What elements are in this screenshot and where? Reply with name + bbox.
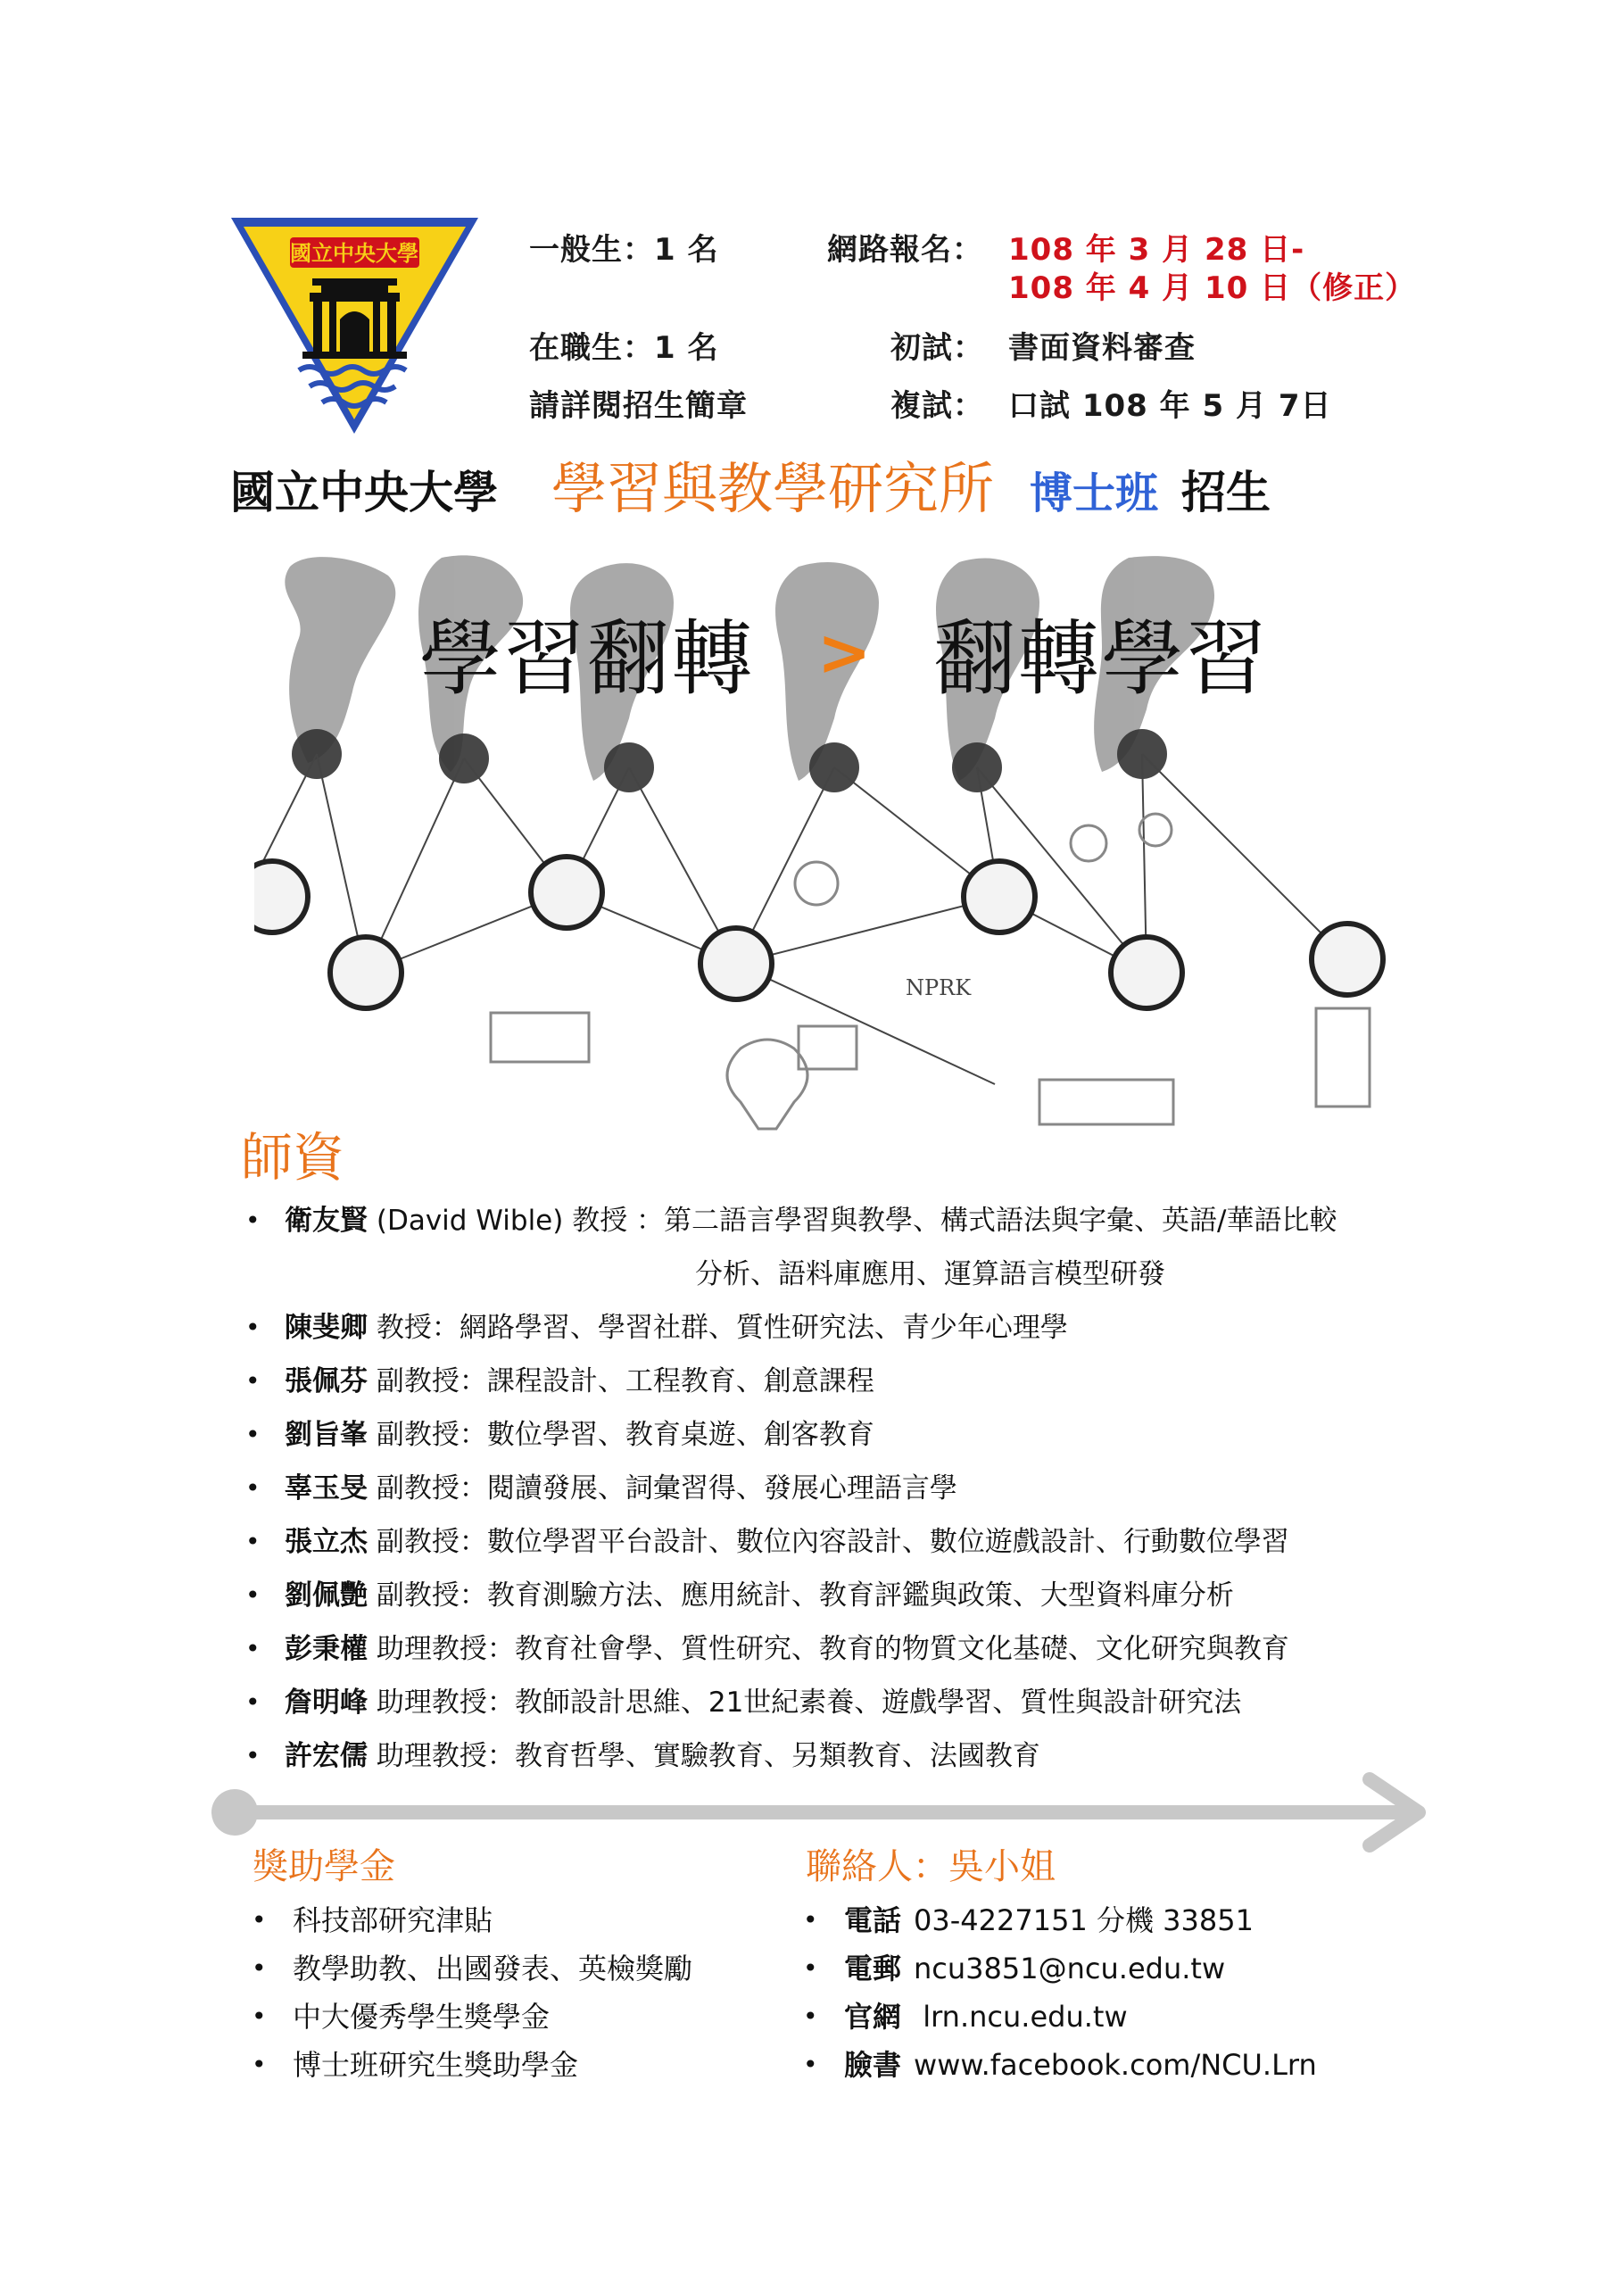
contact-label: 電話: [844, 1903, 902, 1937]
bullet: •: [252, 1905, 267, 1935]
bullet: •: [245, 1313, 261, 1342]
slogan-right: 翻轉學習: [933, 611, 1270, 707]
faculty-item: [245, 1194, 1512, 1301]
bullet: •: [252, 2002, 267, 2031]
scholarship-item: [252, 2041, 692, 2089]
contact-item: [803, 2041, 1317, 2089]
faculty-item: [245, 1622, 1512, 1676]
scholarship-item: [252, 1896, 692, 1944]
contact-value[interactable]: ncu3851@ncu.edu.tw: [914, 1952, 1226, 1985]
faculty-title-expertise: 副教授：教育測驗方法、應用統計、教育評鑑與政策、大型資料庫分析: [368, 1579, 1234, 1612]
slogan-row: [419, 593, 1269, 711]
faculty-name: 衛友賢: [285, 1205, 368, 1237]
online-reg-date1: 108 年 3 月 28 日-: [1008, 232, 1305, 268]
title-program: 博士班: [1030, 468, 1159, 518]
employed-quota: 在職生：1 名: [529, 330, 719, 366]
prelim-label: 初試：: [890, 330, 984, 366]
bullet: •: [245, 1206, 261, 1235]
bullet: •: [803, 2050, 818, 2079]
faculty-item: [245, 1569, 1512, 1622]
title-department: 學習與教學研究所: [551, 456, 995, 521]
bullet: •: [803, 1953, 818, 1983]
contact-item: [803, 1944, 1317, 1993]
bullet: •: [803, 1905, 818, 1935]
faculty-expertise-cont: 分析、語料庫應用、運算語言模型研發: [695, 1258, 1165, 1290]
scholarship-text: 科技部研究津貼: [293, 1903, 493, 1937]
bullet: •: [803, 2002, 818, 2031]
contact-label: 官網: [844, 2000, 902, 2034]
second-value: 口試 108 年 5 月 7日: [1008, 388, 1332, 424]
bullet: •: [252, 2050, 267, 2079]
faculty-title-expertise: 副教授：數位學習、教育桌遊、創客教育: [368, 1419, 874, 1451]
faculty-title-expertise: 教授：網路學習、學習社群、質性研究法、青少年心理學: [368, 1312, 1068, 1344]
contact-label: 電郵: [844, 1952, 902, 1985]
faculty-item: [245, 1462, 1512, 1515]
faculty-heading: 師資: [241, 1127, 345, 1188]
faculty-title-expertise: 副教授：閱讀發展、詞彙習得、發展心理語言學: [368, 1472, 957, 1504]
general-quota: 一般生：1 名: [529, 232, 719, 268]
title-recruit: 招生: [1181, 467, 1271, 518]
scholarship-item: [252, 1944, 692, 1993]
scholarship-list: [252, 1896, 692, 2089]
faculty-name: 張立杰: [285, 1526, 368, 1558]
faculty-name: 詹明峰: [285, 1687, 368, 1719]
faculty-item: [245, 1676, 1512, 1729]
online-reg-label: 網路報名：: [827, 232, 983, 268]
contact-item: [803, 1896, 1317, 1944]
faculty-name: 辜玉旻: [285, 1472, 368, 1504]
bullet: •: [245, 1366, 261, 1396]
faculty-name: 許宏儒: [285, 1740, 368, 1772]
faculty-list: [245, 1194, 1512, 1783]
logo-text: 國立中央大學: [290, 241, 418, 266]
contact-item: [803, 1993, 1317, 2041]
faculty-name: 劉佩艷: [285, 1579, 368, 1612]
slogan-arrow: >: [817, 615, 872, 690]
scholarship-text: 教學助教、出國發表、英檢獎勵: [293, 1952, 693, 1985]
faculty-title-expertise: (David Wible) 教授 ：第二語言學習與教學、構式語法與字彙、英語/華語比較: [368, 1205, 1337, 1237]
faculty-item: [245, 1355, 1512, 1408]
bullet: •: [245, 1687, 261, 1717]
faculty-item: [245, 1515, 1512, 1569]
online-reg-date2: 108 年 4 月 10 日（修正）: [1008, 270, 1417, 306]
scholarship-item: [252, 1993, 692, 2041]
bullet: •: [245, 1420, 261, 1449]
bullet: •: [245, 1741, 261, 1770]
bullet: •: [245, 1580, 261, 1610]
faculty-item: [245, 1408, 1512, 1462]
bullet: •: [245, 1634, 261, 1663]
bullet: •: [245, 1473, 261, 1503]
faculty-name: 陳斐卿: [285, 1312, 368, 1344]
scholarship-text: 中大優秀學生獎學金: [293, 2000, 551, 2034]
contact-label: 臉書: [844, 2048, 902, 2082]
slogan-left: 學習翻轉: [419, 611, 756, 707]
see-brochure: 請詳閱招生簡章: [529, 388, 748, 424]
faculty-name: 張佩芬: [285, 1365, 368, 1397]
faculty-name: 彭秉權: [285, 1633, 368, 1665]
title-university: 國立中央大學: [230, 466, 498, 518]
scholarship-heading: 獎助學金: [253, 1846, 395, 1887]
faculty-item: [245, 1301, 1512, 1355]
second-label: 複試：: [890, 388, 984, 424]
prelim-value: 書面資料審查: [1008, 330, 1196, 366]
sketch-text: NPRK: [906, 975, 972, 1000]
faculty-title-expertise: 助理教授：教師設計思維、21世紀素養、遊戲學習、質性與設計研究法: [368, 1687, 1242, 1719]
faculty-title-expertise: 助理教授：教育哲學、實驗教育、另類教育、法國教育: [368, 1740, 1040, 1772]
contact-value[interactable]: www.facebook.com/NCU.Lrn: [914, 2048, 1317, 2082]
ncu-logo: [228, 214, 482, 437]
bullet: •: [252, 1953, 267, 1983]
bullet: •: [245, 1527, 261, 1556]
faculty-title-expertise: 副教授：數位學習平台設計、數位內容設計、數位遊戲設計、行動數位學習: [368, 1526, 1289, 1558]
faculty-title-expertise: 助理教授：教育社會學、質性研究、教育的物質文化基礎、文化研究與教育: [368, 1633, 1289, 1665]
contact-value: 03-4227151 分機 33851: [914, 1903, 1254, 1937]
contact-list: [803, 1896, 1317, 2089]
contact-value[interactable]: lrn.ncu.edu.tw: [914, 2000, 1128, 2034]
faculty-title-expertise: 副教授：課程設計、工程教育、創意課程: [368, 1365, 874, 1397]
scholarship-text: 博士班研究生獎助學金: [293, 2048, 579, 2082]
contact-heading: 聯絡人：吳小姐: [806, 1846, 1056, 1887]
title-row: [230, 444, 1271, 521]
faculty-name: 劉旨峯: [285, 1419, 368, 1451]
